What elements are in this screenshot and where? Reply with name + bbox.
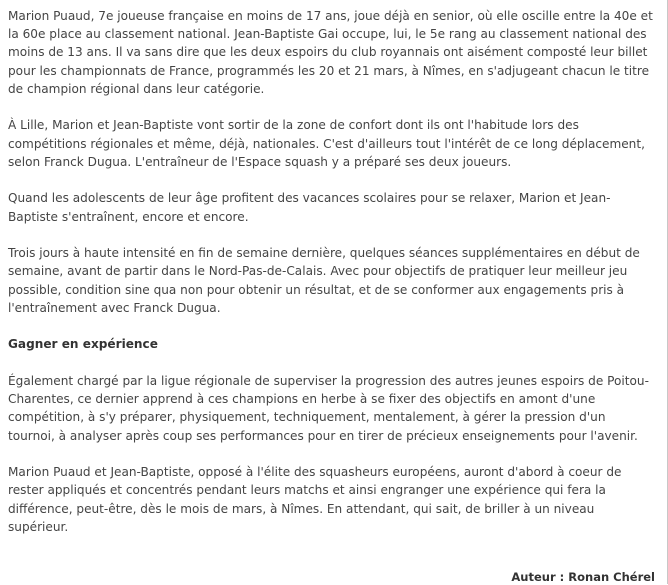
- article-subheading: Gagner en expérience: [8, 337, 158, 352]
- article-author: Auteur : Ronan Chérel: [511, 570, 655, 584]
- article-paragraph-2: À Lille, Marion et Jean-Baptiste vont sortir de la zone de confort dont ils ont l'habitude lors des compétitions régionales et même, déjà, nationales. C'est d'ailleurs tout l'intérêt de ce long déplacement, selon Franck Dugua. L'entraîneur de l'Espace squash y a préparé ses deux joueurs.: [8, 118, 645, 169]
- article-paragraph-3: Quand les adolescents de leur âge profitent des vacances scolaires pour se relaxer, Marion et Jean-Baptiste s'entraînent, encore et encore.: [8, 191, 611, 224]
- article-paragraph-1: Marion Puaud, 7e joueuse française en moins de 17 ans, joue déjà en senior, où elle oscille entre la 40e et la 60e place au classement national. Jean-Baptiste Gai occupe, lui, le 5e rang au classement national des moins de 13 ans. Il va sans dire que les deux espoirs du club royannais ont aisément composté leur billet pour les championnats de France, programmés les 20 et 21 mars, à Nîmes, en s'adjugeant chacun le titre de champion régional dans leur catégorie.: [8, 9, 653, 96]
- article-paragraph-4: Trois jours à haute intensité en fin de semaine dernière, quelques séances supplémentaires en début de semaine, avant de partir dans le Nord-Pas-de-Calais. Avec pour objectifs de pratiquer leur meilleur jeu possible, condition sine qua non pour obtenir un résultat, et de se conformer aux engagements pris à l'entraînement avec Franck Dugua.: [8, 246, 640, 315]
- article-body: [8, 7, 656, 554]
- article-paragraph-6: Marion Puaud et Jean-Baptiste, opposé à l'élite des squasheurs européens, auront d'abord à coeur de rester appliqués et concentrés pendant leurs matchs et ainsi engranger une expérience qui fera la différence, peut-être, dès le mois de mars, à Nîmes. En attendant, qui sait, de briller à un niveau supérieur.: [8, 465, 622, 534]
- article-paragraph-5: Également chargé par la ligue régionale de superviser la progression des autres jeunes espoirs de Poitou-Charentes, ce dernier apprend à ces champions en herbe à se fixer des objectifs en amont d'une compétition, à s'y préparer, physiquement, techniquement, mentalement, à gérer la pression d'un tournoi, à analyser après coup ses performances pour en tirer de précieux enseignements pour l'avenir.: [8, 374, 649, 443]
